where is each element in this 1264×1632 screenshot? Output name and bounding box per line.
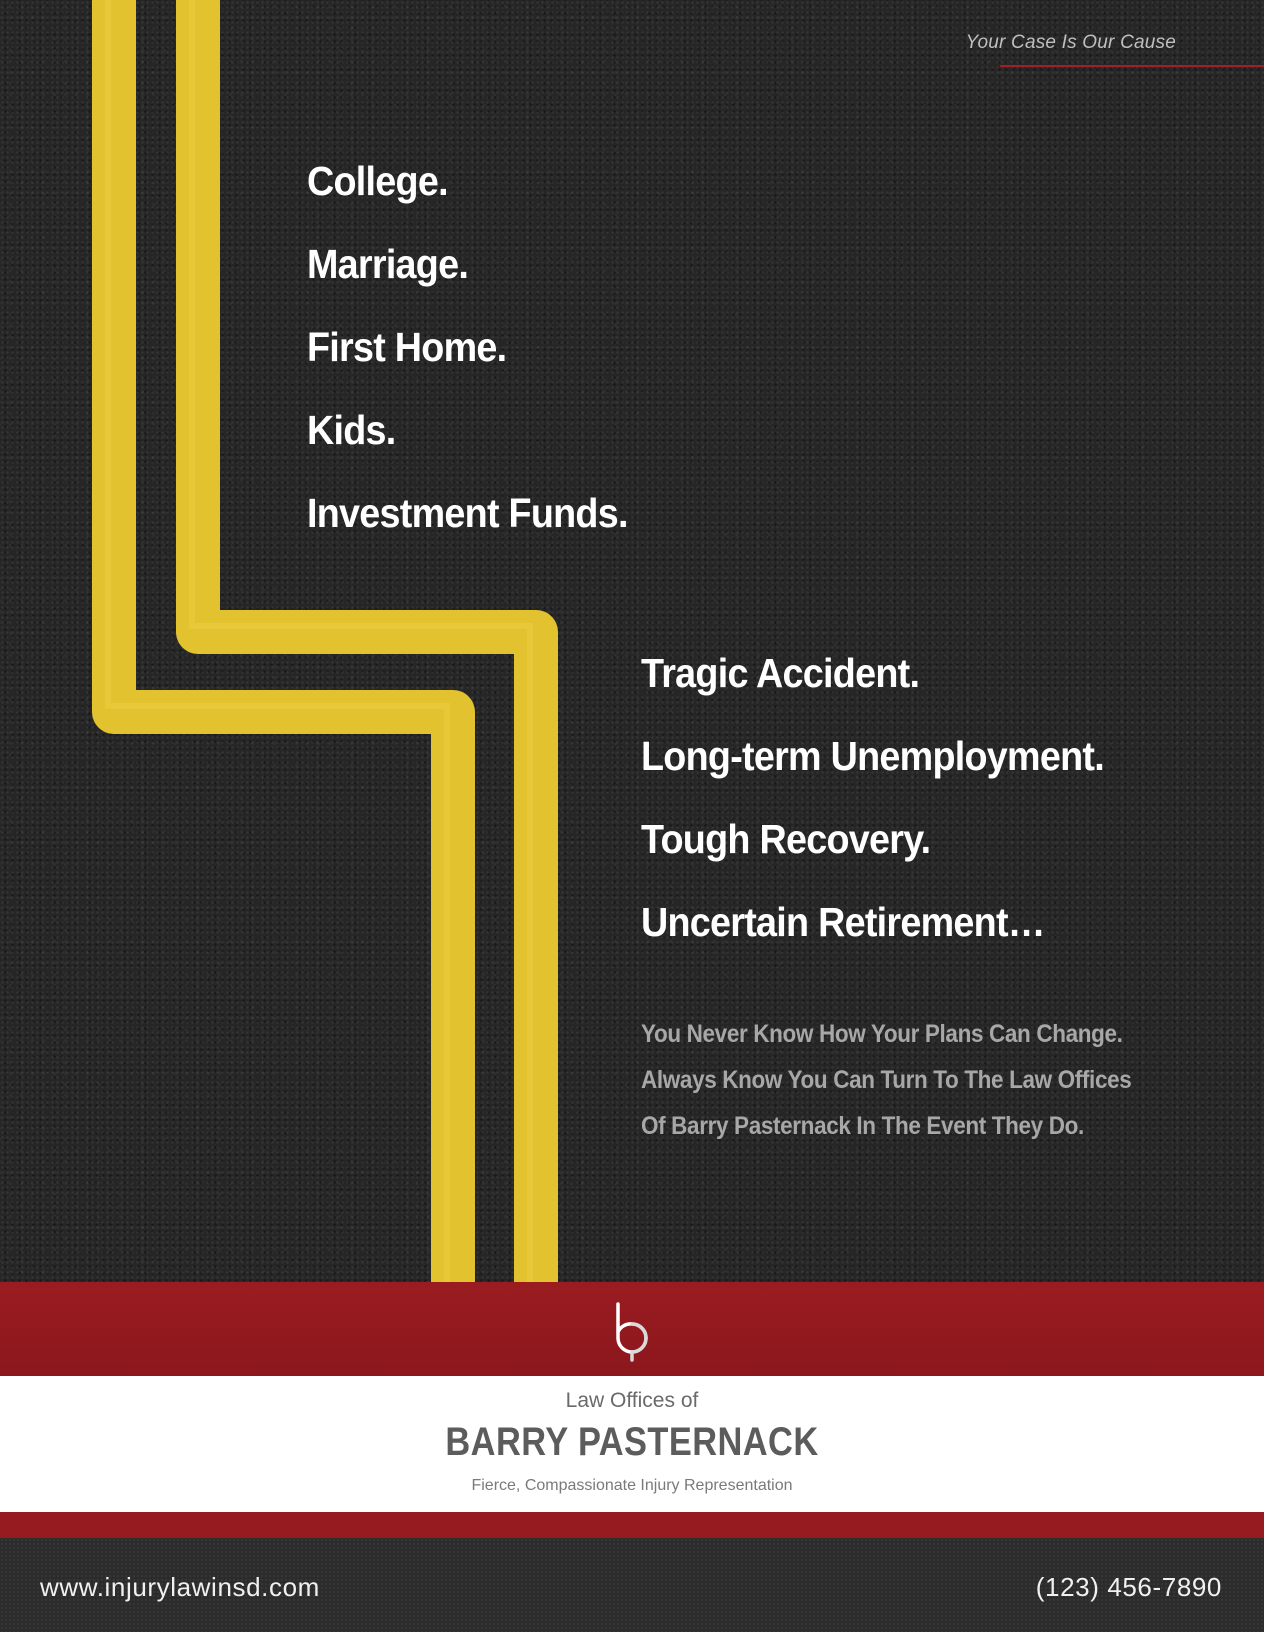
- milestone-item: Kids.: [307, 407, 396, 453]
- closing-message: [641, 1011, 1186, 1149]
- milestones-list: [307, 140, 656, 555]
- setback-item: Long-term Unemployment.: [641, 733, 1104, 779]
- law-offices-label: Law Offices of: [565, 1389, 699, 1412]
- setback-item: Uncertain Retirement…: [641, 899, 1045, 945]
- tagline-rule: [1000, 65, 1264, 67]
- setback-item: Tragic Accident.: [641, 650, 920, 696]
- setback-item: Tough Recovery.: [641, 816, 931, 862]
- setbacks-list: [641, 632, 1144, 964]
- phone-number[interactable]: (123) 456-7890: [1035, 1572, 1222, 1602]
- message-line: Of Barry Pasternack In The Event They Do.: [641, 1112, 1084, 1140]
- milestone-item: Investment Funds.: [307, 490, 628, 536]
- message-line: Always Know You Can Turn To The Law Offices: [641, 1066, 1132, 1094]
- firm-name: BARRY PASTERNACK: [445, 1420, 819, 1464]
- milestone-item: First Home.: [307, 324, 507, 370]
- message-line: You Never Know How Your Plans Can Change.: [641, 1020, 1123, 1048]
- bp-monogram-icon: [596, 1294, 666, 1364]
- milestone-item: Marriage.: [307, 241, 469, 287]
- firm-tagline: Fierce, Compassionate Injury Representation: [471, 1477, 793, 1494]
- milestone-item: College.: [307, 158, 448, 204]
- brand-band-bottom: [0, 1512, 1264, 1538]
- top-tagline: Your Case Is Our Cause: [965, 32, 1176, 53]
- website-link[interactable]: www.injurylawinsd.com: [40, 1572, 320, 1602]
